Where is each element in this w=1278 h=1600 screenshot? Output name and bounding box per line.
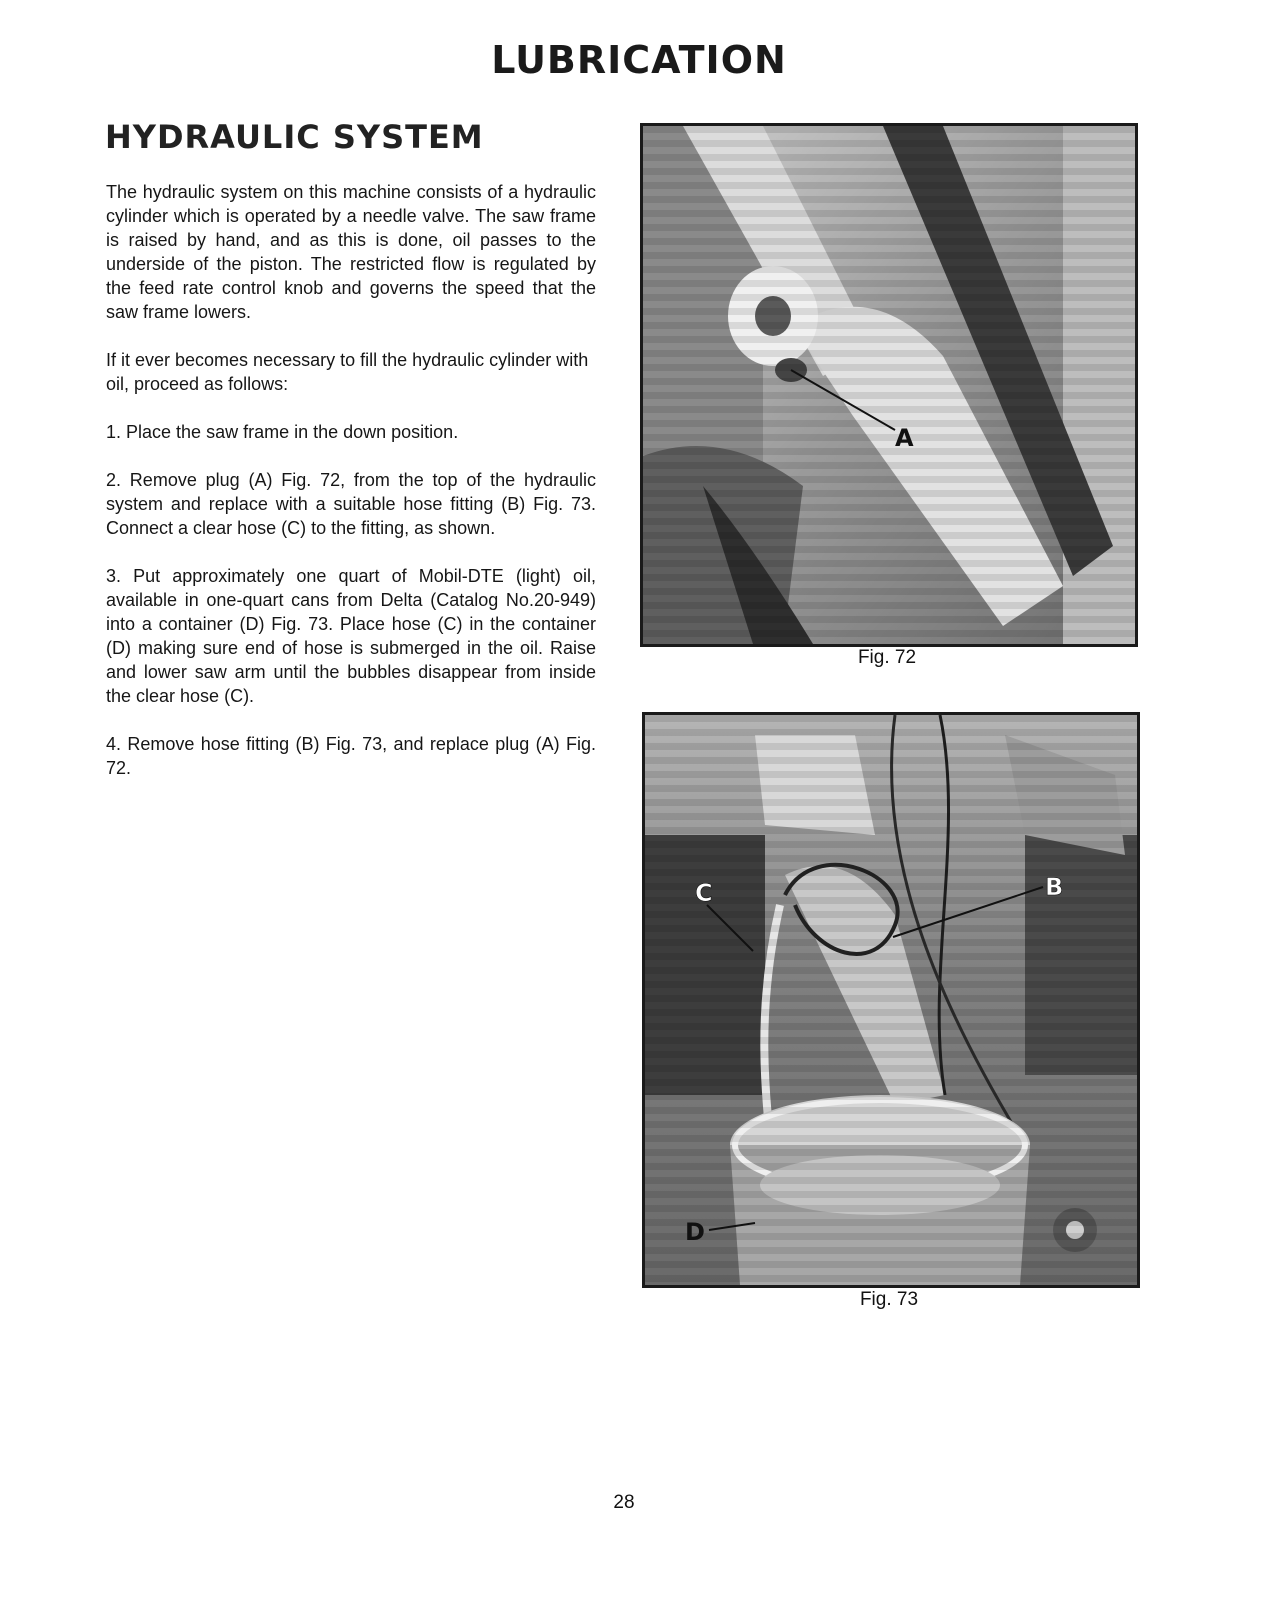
figure-73-caption: Fig. 73 [859, 1289, 919, 1310]
step-2: 2. Remove plug (A) Fig. 72, from the top of the hydraulic system and replace with a suitable hose fitting (B) Fig. 73. Connect a clear hose (C) to the fitting, as shown. [106, 470, 596, 538]
step-3: 3. Put approximately one quart of Mobil-DTE (light) oil, available in one-quart cans from Delta (Catalog No.20-949) into a container (D) Fig. 73. Place hose (C) in the container (D) making sure end of hose is submerged in the oil. Raise and lower saw arm until the bubbles disappear from inside the clear hose (C). [106, 566, 596, 706]
section-heading: HYDRAULIC SYSTEM [105, 118, 484, 156]
instruction-lead: If it ever becomes necessary to fill the hydraulic cylinder with oil, proceed as follows: [106, 350, 589, 394]
step-4: 4. Remove hose fitting (B) Fig. 73, and replace plug (A) Fig. 72. [106, 734, 596, 778]
figure-72-illustration [643, 126, 1135, 644]
callout-c: C [695, 879, 713, 907]
figure-72-photo [640, 123, 1138, 647]
callout-d: D [685, 1218, 705, 1246]
page-number: 28 [613, 1492, 635, 1513]
figure-72-caption: Fig. 72 [857, 647, 917, 668]
step-1: 1. Place the saw frame in the down position. [106, 422, 459, 442]
callout-b: B [1045, 873, 1064, 901]
page-title: LUBRICATION [491, 38, 787, 82]
figure-73-photo [642, 712, 1140, 1288]
body-text [106, 180, 596, 804]
intro-paragraph: The hydraulic system on this machine consists of a hydraulic cylinder which is operated by a needle valve. The saw frame is raised by hand, and as this is done, oil passes to the underside of the piston. The restricted flow is regulated by the feed rate control knob and governs the speed that the saw frame lowers. [106, 182, 596, 322]
figure-73-illustration [645, 715, 1137, 1285]
callout-a: A [895, 424, 914, 452]
